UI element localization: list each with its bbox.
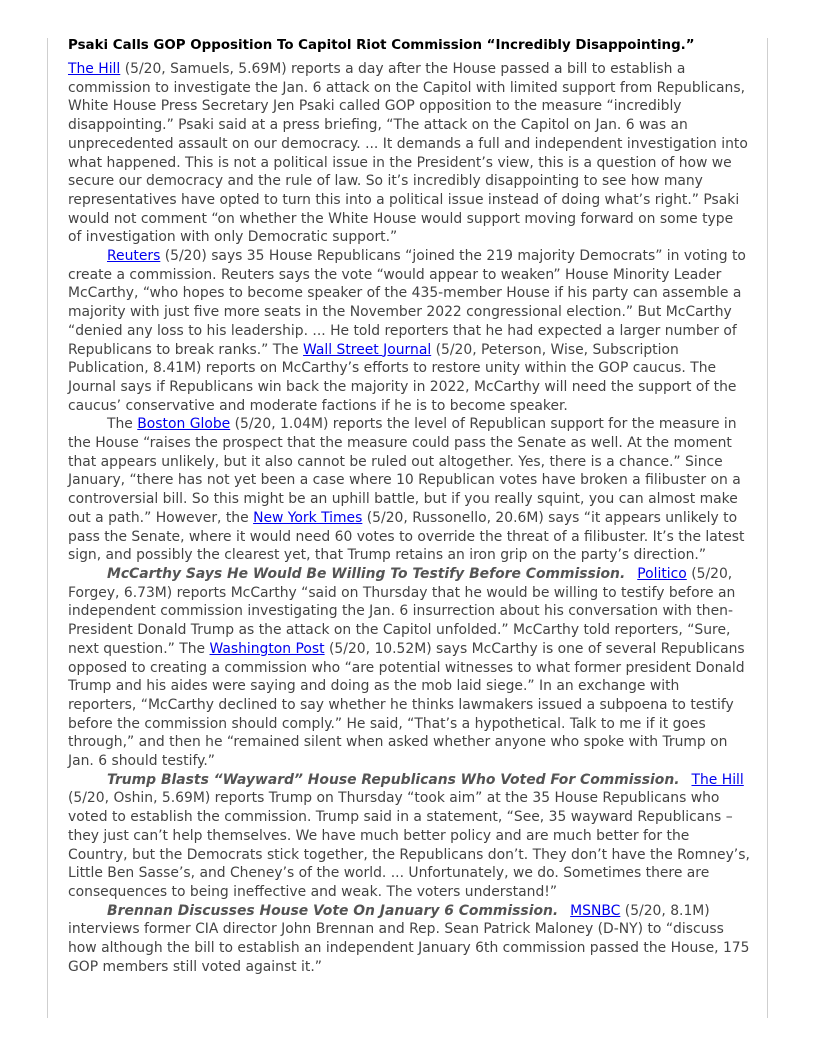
paragraph-1-text: (5/20, Samuels, 5.69M) reports a day after the House passed a bill to establish a commission to investigate the Jan. 6 attack on the Capitol with limited support from Republicans, White House Press Secretary Jen Psaki called GOP opposition to the measure “incredibly disappointing.” Psaki said at a press briefing, “The attack on the Capitol on Jan. 6 was an unprecedented assault on our democracy. ... It demands a full and independent investigation into what happened. This is not a political issue in the President’s view, this is a question of how we secure our democracy and the rule of law. So it’s incredibly disappointing to see how many representatives have opted to turn this into a political issue instead of doing what’s right.” Psaki would not comment “on whether the White House would support moving forward on some type of investigation with only Democratic support.”: [68, 61, 748, 246]
left-margin-rule: [47, 38, 48, 1018]
paragraph-3-text-1: (5/20, 1.04M) reports the level of Republican support for the measure in the House “raises the prospect that the measure could pass the Senate as well. At the moment that appears unlikely, but it also cannot be ruled out altogether. Yes, there is a chance.” Since January, “there has not yet been a case where 10 Republican votes have broken a filibuster on a controversial bill. So this might be an uphill battle, but if you really squint, you can almost make out a path.” However, the: [68, 416, 741, 526]
headline: Psaki Calls GOP Opposition To Capitol Riot Commission “Incredibly Disappointing.”: [68, 38, 695, 53]
paragraph-6: [68, 902, 750, 977]
paragraph-2-text-2: (5/20, Peterson, Wise, Subscription Publication, 8.41M) reports on McCarthy’s efforts to restore unity within the GOP caucus. The Journal says if Republicans win back the majority in 2022, McCarthy will need the support of the caucus’ conservative and moderate factions if he is to become speaker.: [68, 341, 737, 414]
source-link-reuters[interactable]: Reuters: [107, 248, 161, 265]
paragraph-1: [68, 60, 750, 247]
paragraph-5: [68, 771, 750, 902]
article-body: [68, 36, 750, 976]
paragraph-4-text-2: (5/20, 10.52M) says McCarthy is one of several Republicans opposed to creating a commission who “are potential witnesses to what former president Donald Trump and his aides were saying and doing as the mob laid siege.” In an exchange with reporters, “McCarthy declined to say whether he thinks lawmakers issued a subpoena to testify before the commission should comply.” He said, “That’s a hypothetical. Talk to me if it goes through,” and then he “remained silent when asked whether anyone who spoke with Trump on Jan. 6 should testify.”: [68, 640, 745, 770]
paragraph-5-text-1: (5/20, Oshin, 5.69M) reports Trump on Thursday “took aim” at the 35 House Republicans who voted to establish the commission. Trump said in a statement, “See, 35 wayward Republicans – they just can’t help themselves. We have much better policy and are much better for the Country, but the Democrats stick together, the Republicans don’t. They don’t have the Romney’s, Little Ben Sasse’s, and Cheney’s of the world. ... Unfortunately, we do. Sometimes there are consequences to being ineffective and weak. The voters understand!”: [68, 790, 750, 900]
paragraph-4-text-1: (5/20, Forgey, 6.73M) reports McCarthy “said on Thursday that he would be willing to testify before an independent commission investigating the Jan. 6 insurrection about his conversation with then-President Donald Trump as the attack on the Capitol unfolded.” McCarthy told reporters, “Sure, next question.” The: [68, 565, 736, 657]
paragraph-2: [68, 247, 750, 415]
source-link-the-hill[interactable]: The Hill: [68, 61, 121, 77]
source-link-new-york-times[interactable]: New York Times: [253, 509, 363, 526]
subhead-mccarthy: McCarthy Says He Would Be Willing To Testify Before Commission.: [107, 565, 626, 582]
source-link-boston-globe[interactable]: Boston Globe: [137, 416, 231, 433]
source-link-the-hill-2[interactable]: The Hill: [691, 771, 744, 788]
source-link-politico[interactable]: Politico: [637, 565, 687, 582]
right-margin-rule: [767, 38, 768, 1018]
paragraph-2-text-1: (5/20) says 35 House Republicans “joined the 219 majority Democrats” in voting to create a commission. Reuters says the vote “would appear to weaken” House Minority Leader McCarthy, “who hopes to become speaker of the 435-member House if his party can assemble a majority with just five more seats in the November 2022 congressional election.” But McCarthy “denied any loss to his leadership. ... He told reporters that he had expected a larger number of Republicans to break ranks.” The: [68, 248, 746, 358]
subhead-trump: Trump Blasts “Wayward” House Republicans Who Voted For Commission.: [107, 771, 680, 788]
paragraph-3-text-2: (5/20, Russonello, 20.6M) says “it appears unlikely to pass the Senate, where it would need 60 votes to override the threat of a filibuster. It’s the latest sign, and possibly the clearest yet, that Trump retains an iron grip on the party’s direction.”: [68, 509, 745, 564]
paragraph-3: [68, 415, 750, 565]
paragraph-6-text-1: (5/20, 8.1M) interviews former CIA director John Brennan and Rep. Sean Patrick Maloney (D-NY) to “discuss how although the bill to establish an independent January 6th commission passed the House, 175 GOP members still voted against it.”: [68, 902, 750, 975]
paragraph-3-text-0: The: [107, 416, 138, 433]
source-link-wall-street-journal[interactable]: Wall Street Journal: [303, 341, 432, 358]
source-link-washington-post[interactable]: Washington Post: [209, 640, 325, 657]
paragraph-4: [68, 565, 750, 771]
subhead-brennan: Brennan Discusses House Vote On January 6 Commission.: [107, 902, 559, 919]
source-link-msnbc[interactable]: MSNBC: [570, 902, 621, 919]
